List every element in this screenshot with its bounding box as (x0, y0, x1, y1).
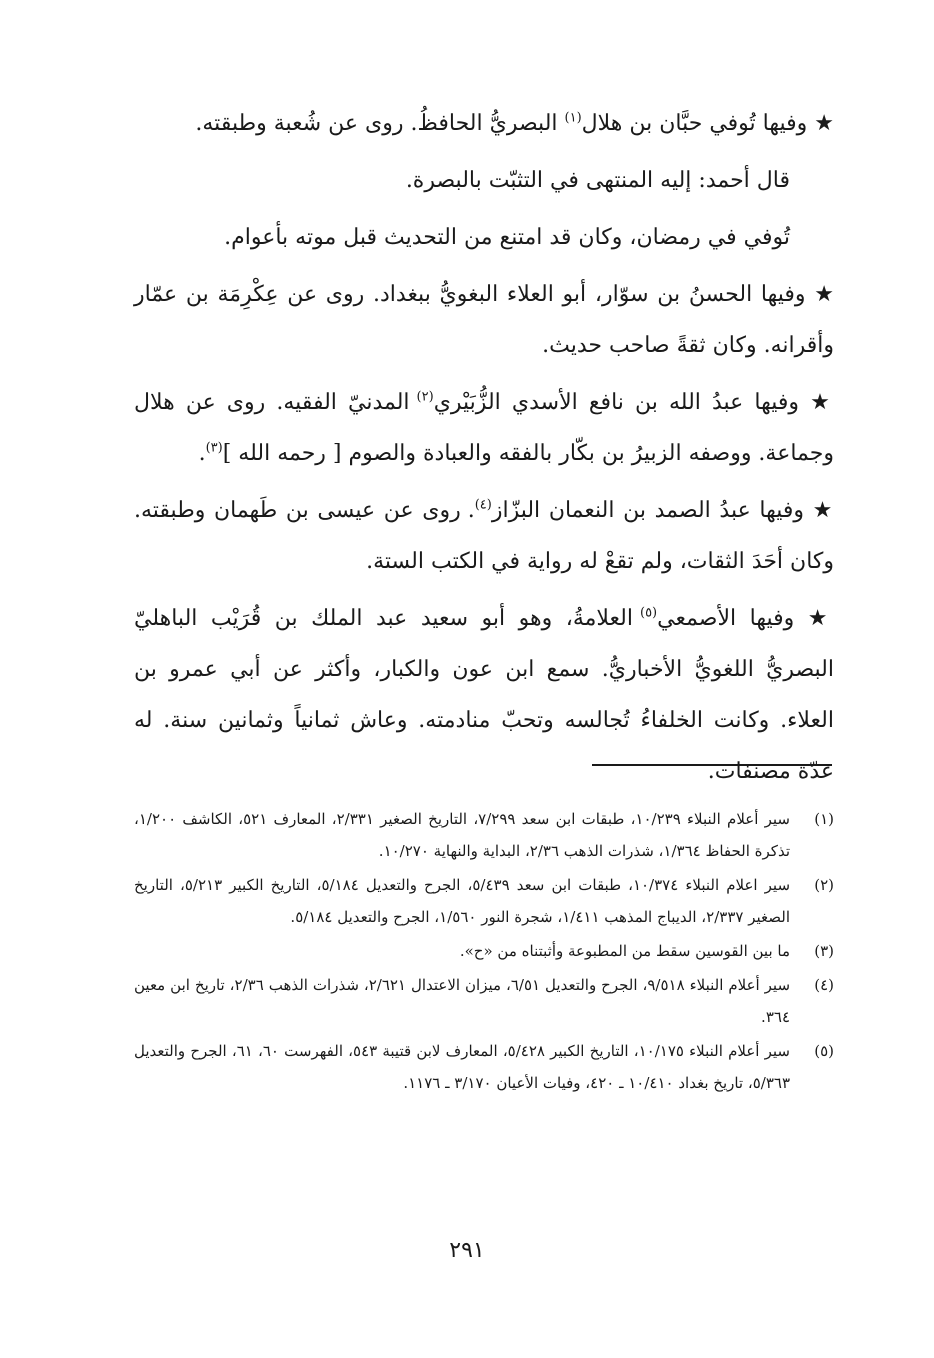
footnote-text: سير أعلام النبلاء ١٠/٢٣٩، طبقات ابن سعد ٧/٢٩٩، التاريخ الصغير ٢/٣٣١، المعارف ٥٢١، الكاشف ١/٢٠٠، تذكرة الحفاظ ١/٣٦٤، شذرات الذهب ٢/٣٦، البداية والنهاية ١٠/٢٧٠. (134, 810, 790, 860)
paragraph-abdullah-ibn-nafi (134, 377, 834, 479)
main-text (134, 98, 834, 803)
paragraph-text: ★ وفيها تُوفي حبَّان بن هلال (581, 111, 834, 136)
footnote-ref-4[interactable]: (٤) (474, 497, 492, 513)
paragraph-text: تُوفي في رمضان، وكان قد امتنع من التحديث قبل موته بأعوام. (224, 225, 790, 250)
paragraph-text: . (198, 441, 206, 466)
footnote-number: (٢) (814, 876, 834, 894)
paragraph-hasan-ibn-sawwar (134, 269, 834, 371)
footnote-2 (134, 869, 834, 933)
footnote-number: (٣) (814, 942, 834, 960)
paragraph-text: قال أحمد: إليه المنتهى في التثبّت بالبصرة. (405, 168, 790, 193)
paragraph-text: ★ وفيها الحسنُ بن سوّار، أبو العلاء البغويُّ ببغداد. روى عن عِكْرِمَة بن عمّار وأقرانه. وكان ثقةً صاحب حديث. (134, 282, 834, 358)
paragraph-text: العلامةُ، وهو أبو سعيد عبد الملك بن قُرَيْب الباهليّ البصريُّ اللغويُّ الأخباريُّ. سمع ابن عون والكبار، وأكثر عن أبي عمرو بن العلاء. وكانت الخلفاءُ تُجالسه وتحبّ منادمته. وعاش ثمانياً وثمانين سنة. له عدّة مصنفات. (134, 606, 834, 784)
footnote-ref-3[interactable]: (٣) (205, 440, 223, 456)
footnote-ref-1[interactable]: (١) (564, 110, 582, 126)
footnote-text: سير أعلام النبلاء ١٠/١٧٥، التاريخ الكبير ٥/٤٢٨، المعارف لابن قتيبة ٥٤٣، الفهرست ٦٠، ٦١، الجرح والتعديل ٥/٣٦٣، تاريخ بغداد ١٠/٤١٠ ـ ٤٢٠، وفيات الأعيان ٣/١٧٠ ـ ١١٧٦. (134, 1042, 790, 1092)
footnote-text: سير أعلام النبلاء ٩/٥١٨، الجرح والتعديل ٦/٥١، ميزان الاعتدال ٢/٦٢١، شذرات الذهب ٢/٣٦، تاريخ ابن معين ٣٦٤. (134, 976, 791, 1026)
paragraph-abd-al-samad (134, 485, 834, 587)
footnote-4 (134, 969, 834, 1033)
footnote-1 (134, 803, 834, 867)
paragraph-text: المدنيّ الفقيه. روى عن هلال وجماعة. ووصفه الزبيرُ بن بكّار بالفقه والعبادة والصوم [ رحمه الله ] (134, 390, 834, 466)
paragraph-text: البصريُّ الحافظُ. روى عن شُعبة وطبقته. (195, 111, 565, 136)
footnote-number: (٤) (814, 976, 834, 994)
paragraph-text: ★ وفيها الأصمعي (657, 606, 834, 631)
footnote-ref-2[interactable]: (٢) (416, 389, 434, 405)
footnotes-section (134, 803, 834, 1101)
paragraph-death-ramadan (134, 212, 834, 263)
footnote-5 (134, 1035, 834, 1099)
footnote-text: سير اعلام النبلاء ١٠/٣٧٤، طبقات ابن سعد ٥/٤٣٩، الجرح والتعديل ٥/١٨٤، التاريخ الكبير ٥/٢١٣، التاريخ الصغير ٢/٣٣٧، الديباج المذهب ١/٤١١، شجرة النور ١/٥٦٠، الجرح والتعديل ٥/١٨٤. (134, 876, 791, 926)
footnote-number: (٥) (814, 1042, 834, 1060)
footnote-separator (592, 764, 832, 766)
footnote-text: ما بين القوسين سقط من المطبوعة وأثبتناه من «ح». (459, 942, 790, 960)
paragraph-text: . روى عن عيسى بن طَهمان وطبقته. وكان أحَدَ الثقات، ولم تقعْ له رواية في الكتب الستة. (134, 498, 834, 574)
footnote-3 (134, 935, 834, 967)
paragraph-text: ★ وفيها عبدُ الصمد بن النعمان البزّاز (491, 498, 835, 523)
paragraph-text: ★ وفيها عبدُ الله بن نافع الأسدي الزُّبَيْري (433, 390, 834, 415)
paragraph-ahmad-quote (134, 155, 834, 206)
page-number: ٢٩١ (449, 1238, 485, 1263)
paragraph-asmai (134, 593, 834, 797)
footnote-number: (١) (814, 810, 834, 828)
footnote-ref-5[interactable]: (٥) (639, 605, 658, 621)
paragraph-hibban (134, 98, 834, 149)
